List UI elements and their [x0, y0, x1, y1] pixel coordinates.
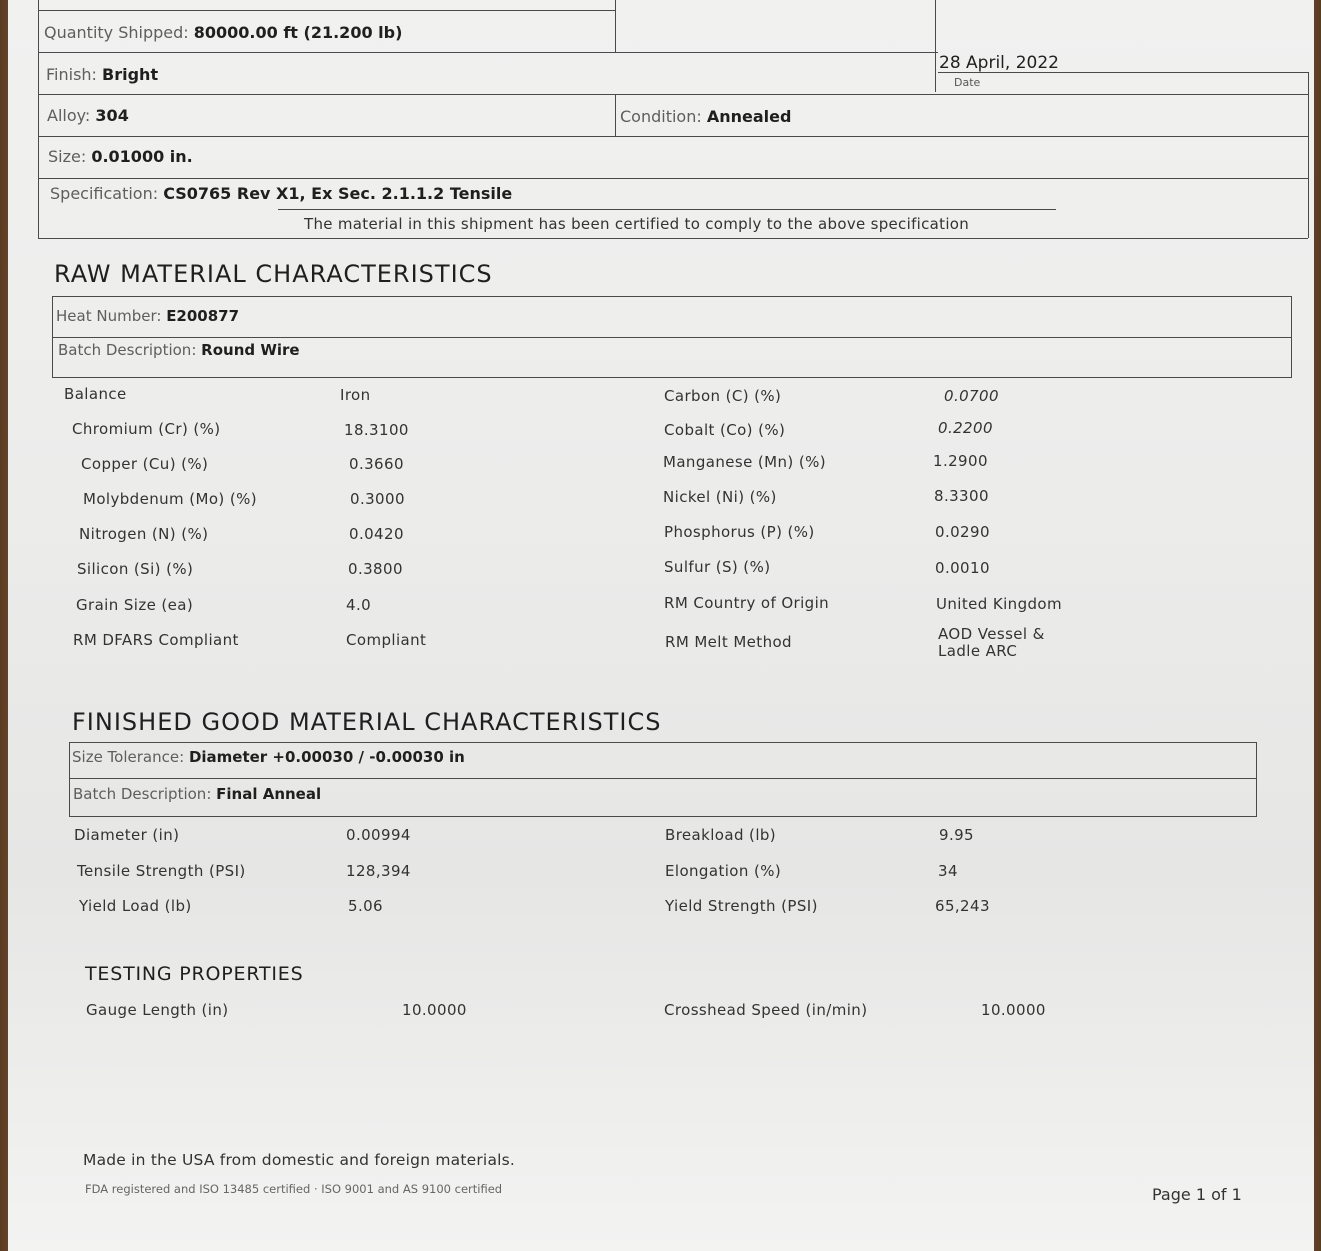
property-label: Elongation (%): [665, 862, 782, 880]
chem-label: Copper (Cu) (%): [81, 455, 209, 473]
finished-batch-label: Batch Description:: [73, 785, 212, 803]
chem-value: 1.2900: [933, 452, 988, 470]
chem-value: 0.0290: [935, 523, 990, 541]
page-number: Page 1 of 1: [1152, 1185, 1242, 1204]
chem-value: AOD Vessel &: [938, 625, 1045, 643]
header-divider: [615, 94, 616, 136]
chem-value: 0.0010: [935, 559, 990, 577]
property-label: Tensile Strength (PSI): [77, 862, 246, 880]
size-label: Size:: [48, 147, 87, 166]
size-tolerance-value: Diameter +0.00030 / -0.00030 in: [188, 748, 465, 766]
finish-label: Finish:: [46, 65, 97, 84]
chem-label: Sulfur (S) (%): [664, 558, 771, 576]
chem-label: Phosphorus (P) (%): [664, 523, 815, 541]
chem-label: RM DFARS Compliant: [73, 631, 239, 649]
chem-value: 8.3300: [934, 487, 989, 505]
spec-label: Specification:: [50, 184, 159, 203]
condition-value: Annealed: [706, 107, 792, 126]
property-value: 65,243: [935, 897, 990, 915]
made-in-usa-note: Made in the USA from domestic and foreign materials.: [83, 1151, 516, 1169]
raw-batch-value: Round Wire: [201, 341, 300, 359]
condition-label: Condition:: [620, 107, 702, 126]
specification-field: [50, 184, 512, 203]
property-label: Breakload (lb): [665, 826, 777, 844]
property-label: Yield Load (lb): [79, 897, 192, 915]
quantity-label: Quantity Shipped:: [44, 23, 189, 42]
chem-value: 0.3660: [349, 455, 404, 473]
raw-batch-label: Batch Description:: [58, 341, 197, 359]
chem-label: Nitrogen (N) (%): [79, 525, 209, 543]
gauge-length-value: 10.0000: [402, 1001, 467, 1019]
chem-label: RM Melt Method: [665, 633, 792, 651]
size-tolerance-label: Size Tolerance:: [72, 748, 185, 766]
chem-value: United Kingdom: [936, 595, 1062, 613]
header-left-border: [38, 0, 39, 238]
quantity-value: 80000.00 ft (21.200 lb): [193, 23, 403, 42]
chem-value: 18.3100: [344, 421, 409, 439]
finished-batch-field: [73, 785, 321, 803]
size-field: [48, 147, 193, 166]
header-line: [38, 94, 1308, 95]
date-value: 28 April, 2022: [939, 53, 1059, 73]
chem-value: 0.0420: [349, 525, 404, 543]
date-caption: Date: [954, 76, 981, 89]
size-value: 0.01000 in.: [91, 147, 193, 166]
chem-value: 0.3800: [348, 560, 403, 578]
chem-label: Balance: [64, 385, 127, 403]
finish-value: Bright: [102, 65, 159, 84]
raw-material-title: RAW MATERIAL CHARACTERISTICS: [54, 260, 493, 288]
finished-box-divider: [69, 778, 1257, 779]
raw-batch-field: [58, 341, 300, 359]
header-line: [38, 136, 1308, 137]
crosshead-speed-label: Crosshead Speed (in/min): [664, 1001, 868, 1019]
header-bottom-line: [38, 238, 1308, 239]
spec-value: CS0765 Rev X1, Ex Sec. 2.1.1.2 Tensile: [163, 184, 513, 203]
chem-label: Grain Size (ea): [76, 596, 194, 614]
property-value: 0.00994: [346, 826, 411, 844]
gauge-length-label: Gauge Length (in): [86, 1001, 229, 1019]
alloy-label: Alloy:: [47, 106, 91, 125]
chem-value: Compliant: [346, 631, 427, 649]
header-line: [38, 52, 938, 53]
crosshead-speed-value: 10.0000: [981, 1001, 1046, 1019]
chem-label: Silicon (Si) (%): [77, 560, 194, 578]
condition-field: [620, 107, 791, 126]
certification-note: The material in this shipment has been certified to comply to the above specification: [304, 215, 970, 233]
property-value: 5.06: [348, 897, 383, 915]
certifications-note: FDA registered and ISO 13485 certified · ISO 9001 and AS 9100 certified: [85, 1182, 503, 1196]
chem-label: Chromium (Cr) (%): [72, 420, 221, 438]
chem-value: 0.2200: [938, 419, 993, 437]
property-value: 34: [938, 862, 958, 880]
raw-box-divider: [52, 337, 1292, 338]
finished-batch-value: Final Anneal: [216, 785, 322, 803]
chem-label: Cobalt (Co) (%): [664, 421, 786, 439]
chem-value: 0.3000: [350, 490, 405, 508]
header-top-line: [38, 10, 616, 11]
chem-label: Carbon (C) (%): [664, 387, 782, 405]
property-label: Diameter (in): [74, 826, 180, 844]
chem-value: Iron: [340, 386, 371, 404]
property-label: Yield Strength (PSI): [665, 897, 818, 915]
certificate-page: [8, 0, 1314, 1251]
spec-underline: [278, 209, 1056, 210]
chem-value: 4.0: [346, 596, 372, 614]
alloy-field: [47, 106, 129, 125]
chem-label: Manganese (Mn) (%): [663, 453, 826, 471]
size-tolerance-field: [72, 748, 465, 766]
heat-number-value: E200877: [166, 307, 240, 325]
quantity-field: [44, 23, 402, 42]
property-value: 128,394: [346, 862, 411, 880]
heat-number-field: [56, 307, 239, 325]
property-value: 9.95: [939, 826, 974, 844]
finish-field: [46, 65, 158, 84]
heat-number-label: Heat Number:: [56, 307, 162, 325]
finished-good-title: FINISHED GOOD MATERIAL CHARACTERISTICS: [72, 708, 662, 736]
header-right-border: [1308, 72, 1309, 238]
chem-label: Nickel (Ni) (%): [663, 488, 777, 506]
header-line: [38, 178, 1308, 179]
chem-value: 0.0700: [944, 387, 999, 405]
testing-properties-title: TESTING PROPERTIES: [85, 963, 304, 985]
chem-label: Molybdenum (Mo) (%): [83, 490, 257, 508]
chem-value-continued: Ladle ARC: [938, 642, 1018, 660]
date-divider: [935, 0, 936, 92]
chem-label: RM Country of Origin: [664, 594, 830, 612]
alloy-value: 304: [95, 106, 129, 125]
header-divider: [615, 0, 616, 52]
